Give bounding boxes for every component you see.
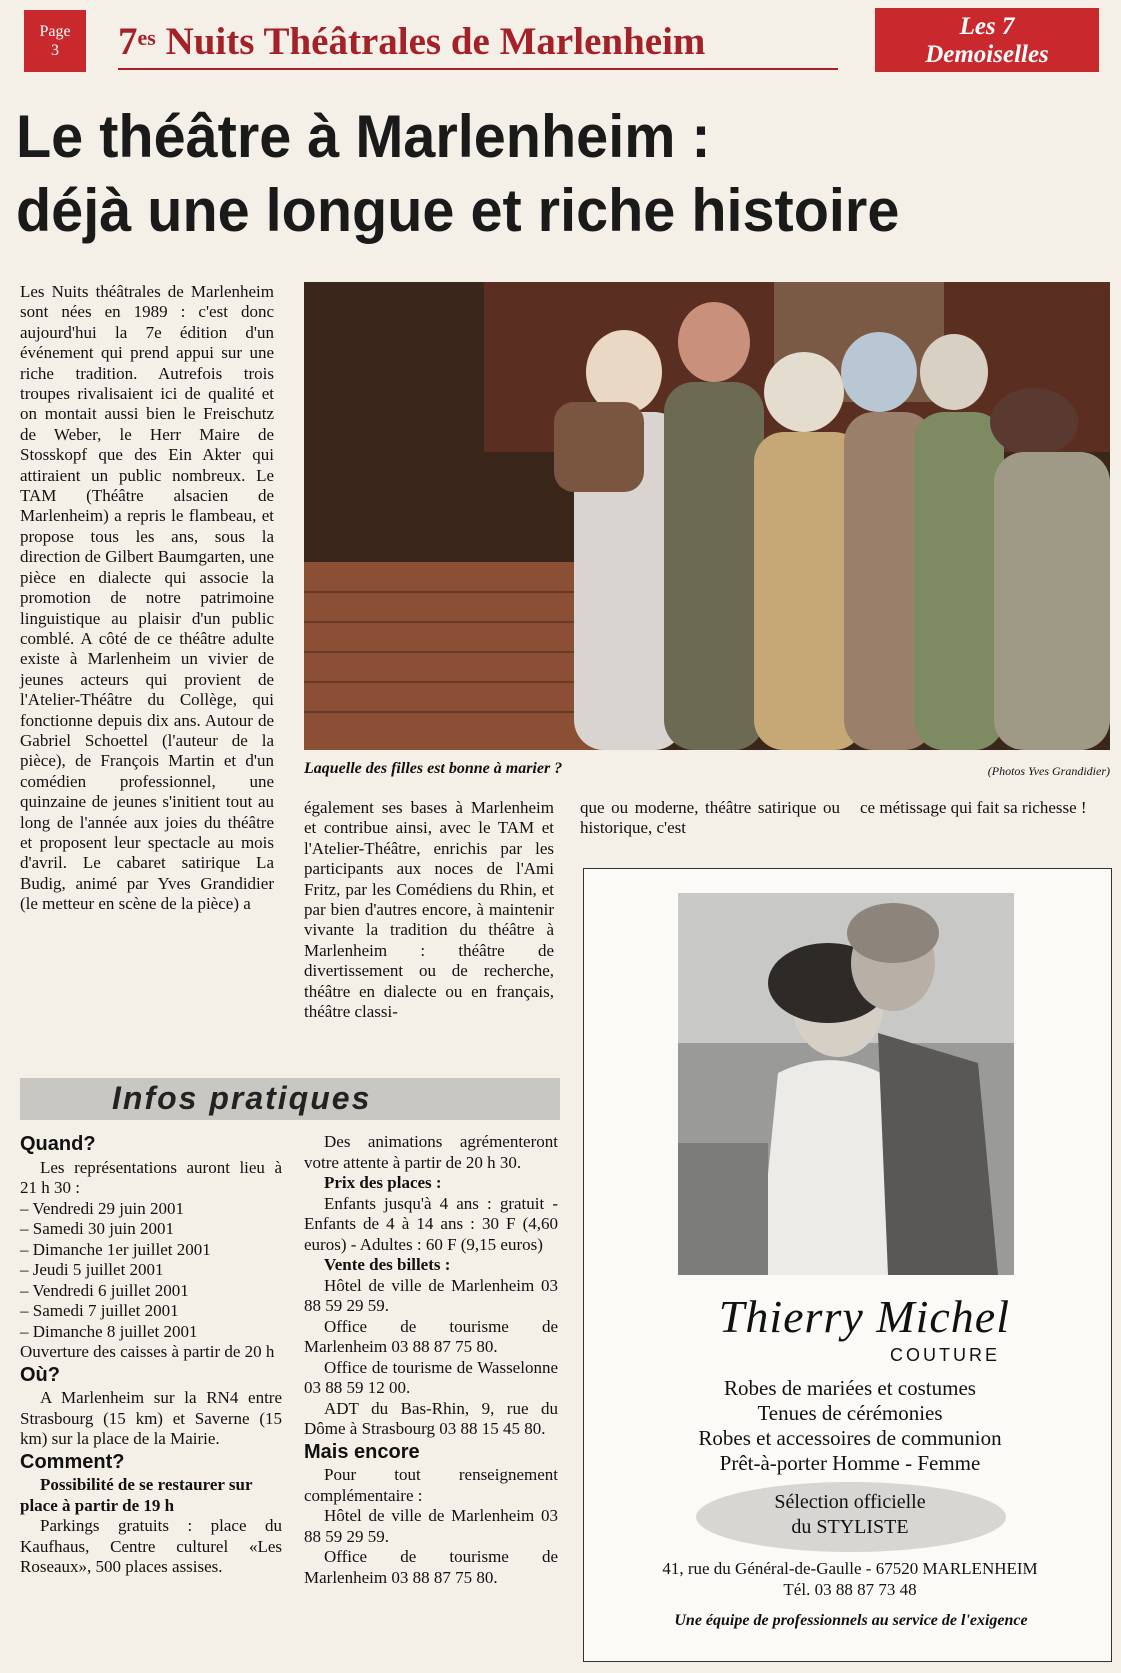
infos-right-column <box>304 1132 558 1588</box>
headline-line1: Le théâtre à Marlenheim : <box>16 103 711 170</box>
photo-credit: (Photos Yves Grandidier) <box>987 764 1110 778</box>
date-item: – Samedi 30 juin 2001 <box>20 1219 174 1238</box>
selection-line: Sélection officielle <box>774 1491 926 1513</box>
animations-text: Des animations agrémenteront votre attente à partir de 20 h 30. <box>304 1132 558 1172</box>
headline-line2: déjà une longue et riche histoire <box>16 177 900 244</box>
page-label: Page <box>39 23 71 40</box>
ou-text: A Marlenheim sur la RN4 entre Strasbourg (15 km) et Saverne (15 km) sur la place de la Mairie. <box>20 1388 282 1448</box>
ad-contact <box>600 1558 1100 1600</box>
page-number: 3 <box>51 42 59 59</box>
play-title-line2: Demoiselles <box>925 41 1049 68</box>
series-name: Nuits Théâtrales de Marlenheim <box>165 20 706 63</box>
play-title-box <box>875 8 1099 72</box>
ad-address: 41, rue du Général-de-Gaulle - 67520 MARLENHEIM <box>662 1559 1038 1578</box>
infos-title: Infos pratiques <box>112 1080 372 1116</box>
series-suffix: es <box>137 25 156 50</box>
encore-heading: Mais encore <box>304 1440 420 1463</box>
article-column-2 <box>304 798 554 1022</box>
encore-item: Hôtel de ville de Marlenheim 03 88 59 29 59. <box>304 1506 558 1546</box>
article-text-4: ce métissage qui fait sa richesse ! <box>860 798 1087 817</box>
article-text-2: également ses bases à Marlenheim et contribue ainsi, avec le TAM et l'Atelier-Théâtre, enrichis par les participants aux noces de l'Ami Fritz, par les Comédiens du Rhin, et par bien d'autres encore, à maintenir vivante la tradition du théâtre à Marlenheim : théâtre de divertissement ou de recherche, théâtre en dialecte ou en français, théâtre classi- <box>304 798 554 1022</box>
article-text-1: Les Nuits théâtrales de Marlenheim sont nées en 1989 : c'est donc aujourd'hui la 7e édition d'un événement qui prend appui sur une riche tradition. Autrefois trois troupes rivalisaient ici de qualité et on montait aussi bien le Freischutz de Weber, le Herr Maire de Stosskopf que des Ein Akter qui attiraient un public nombreux. Le TAM (Théâtre alsacien de Marlenheim) a repris le flambeau, et propose tous les ans, sous la direction de Gilbert Baumgarten, une pièce en dialecte qui associe la promotion de notre patrimoine linguistique au plaisir d'un public comblé. A côté de ce théâtre adulte existe à Marlenheim un vivier de jeunes acteurs qui provient de l'Atelier-Théâtre du Collège, qui fonctionne depuis dix ans. Autour de Gabriel Schoettel (l'auteur de la pièce), de François Martin et d'un comédien professionnel, une quinzaine de jeunes s'initient tout au long de l'année aux joies du théâtre et proposent leur spectacle au mois d'avril. Le cabaret satirique La Budig, animé par Yves Grandidier (le metteur en scène de la pièce) a <box>20 282 274 914</box>
date-item: – Jeudi 5 juillet 2001 <box>20 1260 164 1279</box>
headline <box>16 100 1067 248</box>
article-text-3: que ou moderne, théâtre satirique ou historique, c'est <box>580 798 840 838</box>
date-item: – Vendredi 6 juillet 2001 <box>20 1280 189 1300</box>
theatre-photo <box>304 282 1110 750</box>
photo-caption: Laquelle des filles est bonne à marier ? <box>304 760 563 777</box>
brand-couture: COUTURE <box>890 1345 1000 1365</box>
comment-heading: Comment? <box>20 1450 125 1473</box>
date-item: – Dimanche 1er juillet 2001 <box>20 1239 211 1259</box>
vente-heading: Vente des billets : <box>324 1255 451 1274</box>
vente-item: Office de tourisme de Wasselonne 03 88 59 12 00. <box>304 1357 558 1397</box>
series-title <box>118 18 838 70</box>
ad-service-line: Robes de mariées et costumes <box>724 1376 976 1400</box>
quand-intro: Les représentations auront lieu à 21 h 30 : <box>20 1157 282 1197</box>
couple-photo-illustration <box>678 893 1014 1275</box>
couple-photo <box>678 893 1014 1275</box>
date-item: – Vendredi 29 juin 2001 <box>20 1198 185 1218</box>
theatre-photo-illustration <box>304 282 1110 750</box>
article-column-1 <box>20 282 274 915</box>
prix-text: Enfants jusqu'à 4 ans : gratuit - Enfants de 4 à 14 ans : 30 F (4,60 euros) - Adultes : 60 F (9,15 euros) <box>304 1193 558 1254</box>
play-title-line1: Les 7 <box>959 13 1015 40</box>
article-column-3 <box>580 798 840 839</box>
ad-services <box>600 1376 1100 1476</box>
restaurer-text: Possibilité de se restaurer sur place à partir de 19 h <box>20 1475 253 1515</box>
ad-selection <box>600 1490 1100 1540</box>
vente-item: Office de tourisme de Marlenheim 03 88 87 75 80. <box>304 1316 558 1356</box>
caisses-text: Ouverture des caisses à partir de 20 h <box>20 1342 275 1361</box>
ad-phone: Tél. 03 88 87 73 48 <box>783 1580 917 1599</box>
infos-left-column <box>20 1132 282 1578</box>
ad-service-line: Tenues de cérémonies <box>757 1401 943 1425</box>
selection-line: du STYLISTE <box>791 1516 909 1538</box>
page-number-box <box>24 10 86 72</box>
prix-heading: Prix des places : <box>324 1173 442 1192</box>
ad-service-line: Robes et accessoires de communion <box>698 1426 1002 1450</box>
ad-motto: Une équipe de professionnels au service de l'exigence <box>674 1612 1028 1629</box>
vente-item: ADT du Bas-Rhin, 9, rue du Dôme à Strasbourg 03 88 15 45 80. <box>304 1398 558 1438</box>
encore-intro: Pour tout renseignement complémentaire : <box>304 1465 558 1505</box>
quand-heading: Quand? <box>20 1133 96 1155</box>
article-column-4 <box>860 798 1110 818</box>
ou-heading: Où? <box>20 1363 60 1386</box>
date-item: – Samedi 7 juillet 2001 <box>20 1301 179 1320</box>
date-item: – Dimanche 8 juillet 2001 <box>20 1321 198 1341</box>
series-number: 7 <box>118 20 138 63</box>
ad-service-line: Prêt-à-porter Homme - Femme <box>719 1451 981 1475</box>
brand-logo: Thierry Michel <box>718 1291 1010 1342</box>
encore-item: Office de tourisme de Marlenheim 03 88 87 75 80. <box>304 1547 558 1587</box>
parkings-text: Parkings gratuits : place du Kaufhaus, Centre culturel «Les Roseaux», 500 places assises. <box>20 1516 282 1576</box>
vente-item: Hôtel de ville de Marlenheim 03 88 59 29 59. <box>304 1275 558 1315</box>
